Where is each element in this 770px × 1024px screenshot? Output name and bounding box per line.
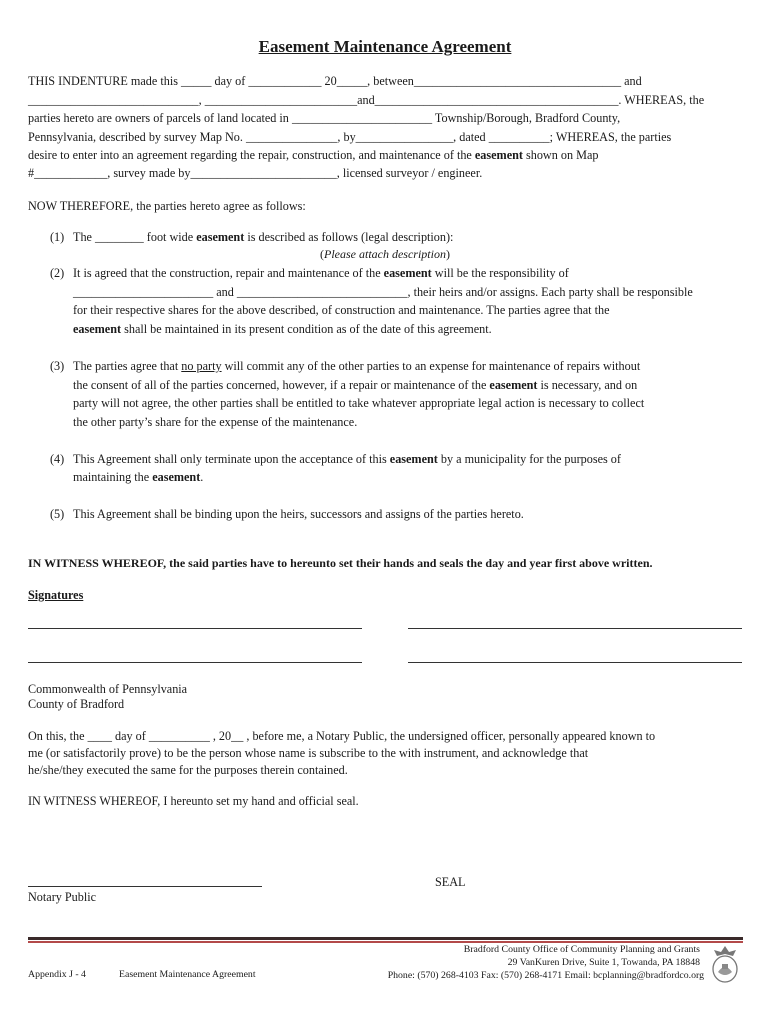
now-therefore: NOW THEREFORE, the parties hereto agree as follows: xyxy=(28,199,306,213)
item-text: The ________ foot wide xyxy=(73,230,197,244)
item-text: by a municipality for the purposes of xyxy=(437,452,621,466)
item-easement-bold: easement xyxy=(73,322,122,336)
intro-text: shown on Map xyxy=(522,148,599,162)
item-2-line-1 xyxy=(73,264,569,283)
intro-line-4: Pennsylvania, described by survey Map No. _______________, by________________, dated __________; WHEREAS, the parties xyxy=(28,130,672,144)
footer-rule xyxy=(28,937,743,940)
item-4-line-2 xyxy=(73,468,203,487)
item-text: . xyxy=(200,470,204,484)
item-text: This Agreement shall only terminate upon the acceptance of this xyxy=(73,452,390,466)
item-1-text xyxy=(73,228,453,247)
item-3-line-1 xyxy=(73,357,640,376)
footer-rule-accent xyxy=(28,941,743,943)
item-4-line-1 xyxy=(73,450,621,469)
commonwealth-line: Commonwealth of Pennsylvania xyxy=(28,682,188,696)
item-2-number: (2) xyxy=(50,266,65,280)
document-title: Easement Maintenance Agreement xyxy=(258,37,512,56)
item-text: will commit any of the other parties to an expense for maintenance of repairs without xyxy=(221,359,641,373)
witness-statement: IN WITNESS WHEREOF, the said parties have to hereunto set their hands and seals the day and year first above written. xyxy=(28,556,653,570)
county-seal-icon xyxy=(708,944,742,984)
item-text: maintaining the xyxy=(73,470,153,484)
signature-line-4[interactable] xyxy=(408,662,742,663)
footer-address: 29 VanKuren Drive, Suite 1, Towanda, PA 18848 xyxy=(507,957,700,968)
footer-doc-name: Easement Maintenance Agreement xyxy=(119,969,256,980)
footer-contact: Phone: (570) 268-4103 Fax: (570) 268-4171 Email: bcplanning@bradfordco.org xyxy=(387,970,704,981)
intro-line-3: parties hereto are owners of parcels of land located in _______________________ Township/Borough, Bradford County, xyxy=(28,111,621,125)
signature-line-3[interactable] xyxy=(28,662,362,663)
item-easement-bold: easement xyxy=(389,452,438,466)
item-text: is necessary, and on xyxy=(537,378,638,392)
notary-public-label: Notary Public xyxy=(28,890,97,904)
item-3-number: (3) xyxy=(50,359,65,373)
item-1-number: (1) xyxy=(50,230,65,244)
notary-line-2: me (or satisfactorily prove) to be the person whose name is subscribe to the with instrument, and acknowledge that xyxy=(28,746,589,760)
intro-line-2: ____________________________, _________________________and________________________________________. WHEREAS, the xyxy=(28,93,705,107)
signatures-heading: Signatures xyxy=(28,588,84,602)
item-easement-bold: easement xyxy=(152,470,201,484)
intro-line-1: THIS INDENTURE made this _____ day of ____________ 20_____, between__________________________________ and xyxy=(28,74,642,88)
item-text: is described as follows (legal description): xyxy=(244,230,454,244)
notary-witness: IN WITNESS WHEREOF, I hereunto set my hand and official seal. xyxy=(28,794,359,808)
notary-line-3: he/she/they executed the same for the purposes therein contained. xyxy=(28,763,348,777)
signature-line-2[interactable] xyxy=(408,628,742,629)
footer-office: Bradford County Office of Community Planning and Grants xyxy=(463,944,700,955)
intro-line-6: #____________, survey made by________________________, licensed surveyor / engineer. xyxy=(28,166,483,180)
intro-line-5 xyxy=(28,146,598,165)
item-2-line-4 xyxy=(73,320,492,339)
item-easement-bold: easement xyxy=(489,378,538,392)
item-5-text: This Agreement shall be binding upon the heirs, successors and assigns of the parties hereto. xyxy=(73,507,524,521)
item-3-line-3: party will not agree, the other parties shall be entitled to take whatever appropriate legal action is necessary to collect xyxy=(73,396,645,410)
item-easement-bold: easement xyxy=(383,266,432,280)
seal-label: SEAL xyxy=(435,875,466,889)
footer-appendix: Appendix J - 4 xyxy=(28,969,86,980)
item-text: shall be maintained in its present condition as of the date of this agreement. xyxy=(121,322,492,336)
notary-line-1: On this, the ____ day of __________ , 20__ , before me, a Notary Public, the undersigned officer, personally appeared known to xyxy=(28,729,656,743)
item-easement-bold: easement xyxy=(196,230,245,244)
item-4-number: (4) xyxy=(50,452,65,466)
intro-text: desire to enter into an agreement regarding the repair, construction, and maintenance of the xyxy=(28,148,475,162)
item-2-line-2: _______________________ and ____________________________, their heirs and/or assigns. Each party shall be responsible xyxy=(73,285,693,299)
item-2-line-3: for their respective shares for the above described, of construction and maintenance. The parties agree that the xyxy=(73,303,610,317)
attach-text: Please attach description xyxy=(324,247,446,261)
notary-signature-line[interactable] xyxy=(28,886,262,887)
item-3-line-4: the other party’s share for the expense of the maintenance. xyxy=(73,415,358,429)
county-line: County of Bradford xyxy=(28,697,125,711)
item-text: The parties agree that xyxy=(73,359,182,373)
paren: ) xyxy=(445,247,450,261)
intro-easement-bold: easement xyxy=(474,148,523,162)
attach-description-note xyxy=(0,247,770,262)
item-3-line-2 xyxy=(73,376,637,395)
item-text: It is agreed that the construction, repair and maintenance of the xyxy=(73,266,384,280)
item-text: the consent of all of the parties concerned, however, if a repair or maintenance of the xyxy=(73,378,490,392)
item-text: will be the responsibility of xyxy=(431,266,569,280)
signature-line-1[interactable] xyxy=(28,628,362,629)
paren: ( xyxy=(320,247,324,261)
no-party-underlined: no party xyxy=(181,359,222,373)
item-5-number: (5) xyxy=(50,507,65,521)
